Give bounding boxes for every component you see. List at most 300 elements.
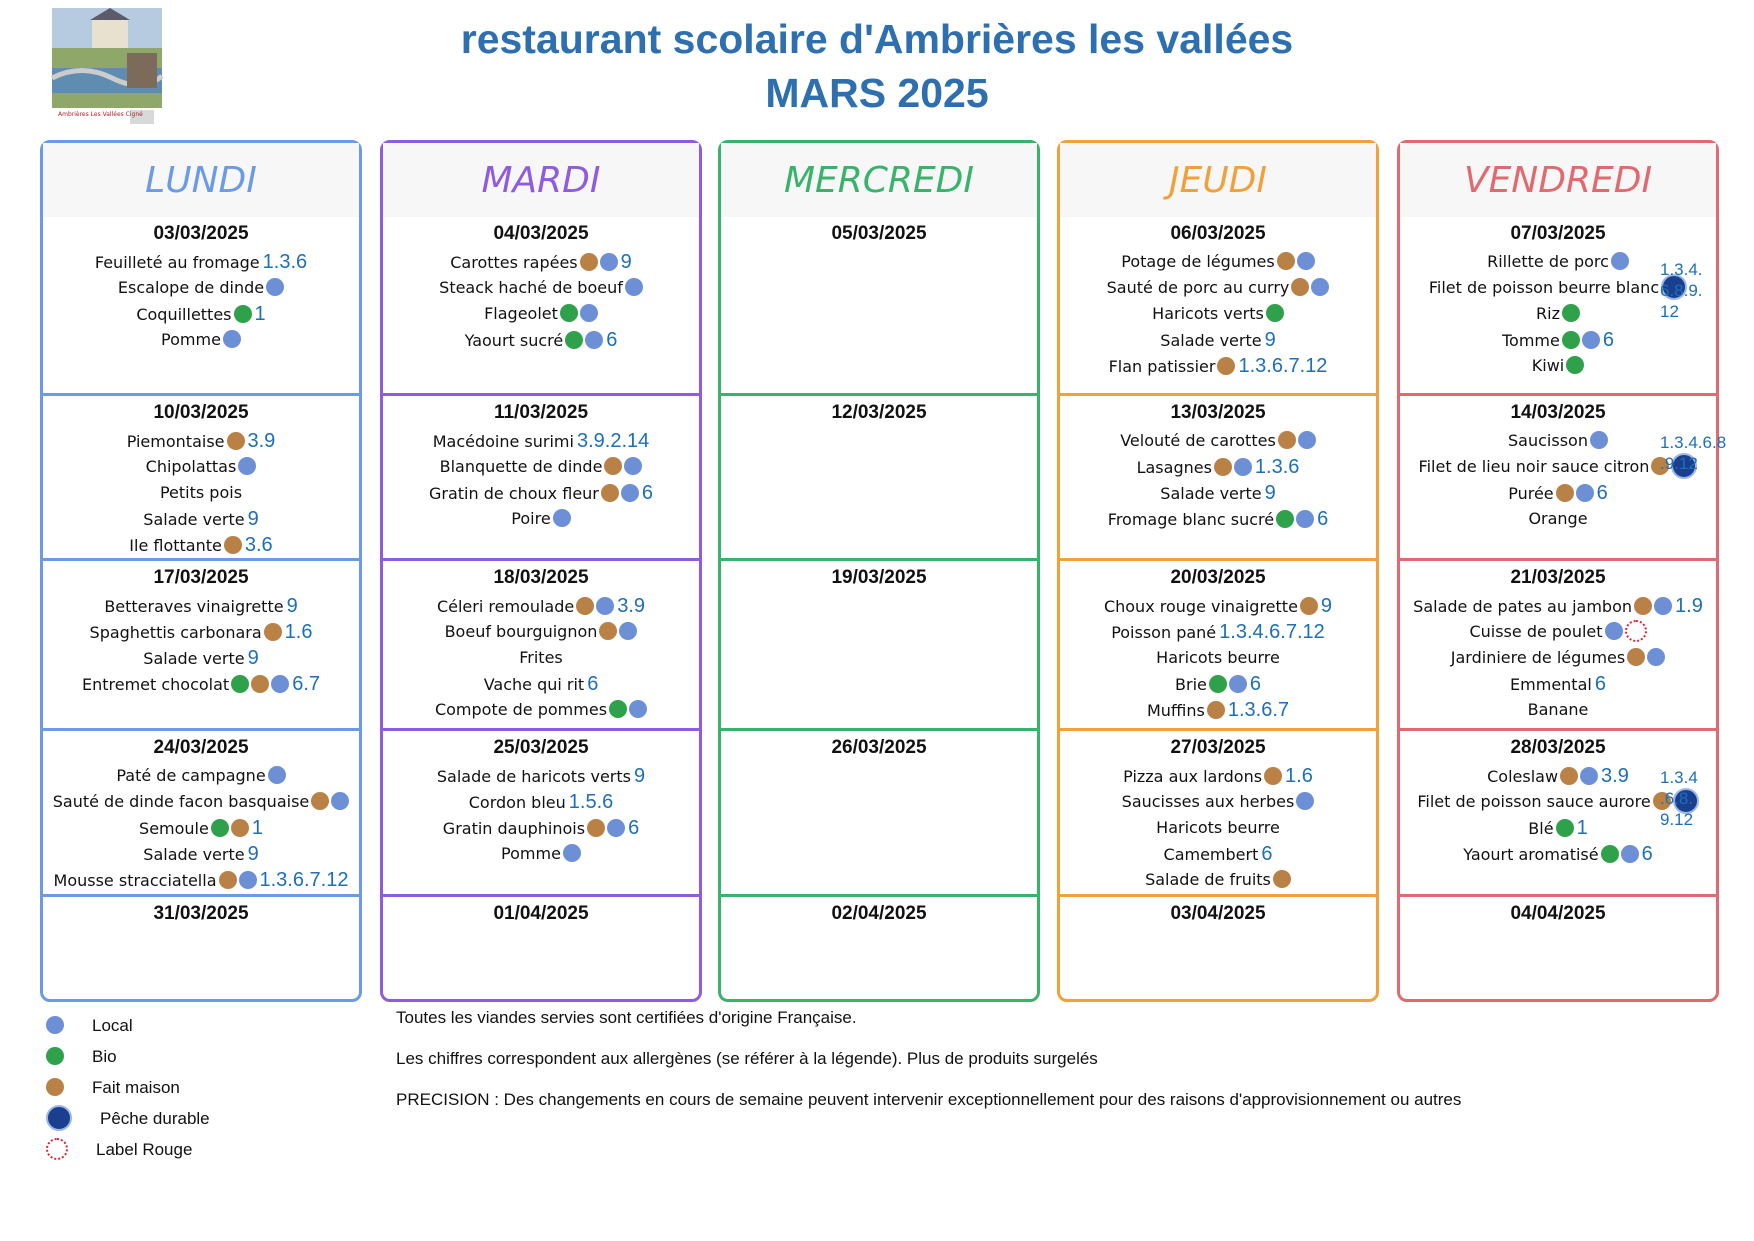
dish-name: Ile flottante xyxy=(129,536,222,555)
maison-label-icon xyxy=(231,819,249,837)
legend-item-local xyxy=(44,1010,210,1041)
local-label-icon xyxy=(1296,510,1314,528)
bio-label-icon xyxy=(1556,819,1574,837)
menu-date: 05/03/2025 xyxy=(831,223,927,244)
menu-date: 25/03/2025 xyxy=(493,737,589,758)
local-label-icon xyxy=(1297,252,1315,270)
dish-name: Salade verte xyxy=(1160,484,1262,503)
local-label-icon xyxy=(1580,767,1598,785)
day-column-mardi xyxy=(380,140,702,1002)
peche-label-icon xyxy=(46,1105,72,1131)
allergen-codes: 1.6 xyxy=(1285,765,1313,787)
maison-label-icon xyxy=(1291,278,1309,296)
dish-item xyxy=(43,480,359,506)
maison-label-icon xyxy=(219,871,237,889)
dish-name: Cordon bleu xyxy=(468,793,566,812)
dish-item xyxy=(1060,867,1376,893)
allergen-codes: 6 xyxy=(641,482,653,504)
dish-name: Banane xyxy=(1527,700,1589,719)
menu-date: 19/03/2025 xyxy=(831,567,927,588)
local-label-icon xyxy=(1611,252,1629,270)
day-column-mercredi xyxy=(718,140,1040,1002)
local-label-icon xyxy=(46,1016,64,1034)
local-label-icon xyxy=(563,844,581,862)
menu-date: 18/03/2025 xyxy=(493,567,589,588)
maison-label-icon xyxy=(1634,597,1652,615)
allergen-codes: 6 xyxy=(628,817,640,839)
maison-label-icon xyxy=(1277,252,1295,270)
week-cell xyxy=(1400,223,1716,393)
local-label-icon xyxy=(1621,845,1639,863)
day-header: MERCREDI xyxy=(721,143,1037,217)
bio-label-icon xyxy=(1601,845,1619,863)
local-label-icon xyxy=(1654,597,1672,615)
dish-name: Chipolattas xyxy=(145,457,237,476)
dish-item xyxy=(1060,275,1376,301)
dish-name: Salade de fruits xyxy=(1145,870,1271,889)
week-cell xyxy=(1060,223,1376,393)
dish-name: Blé xyxy=(1528,819,1554,838)
dish-item xyxy=(383,275,699,301)
dish-name: Potage de légumes xyxy=(1121,252,1275,271)
dish-name: Poire xyxy=(511,509,551,528)
legend-item-maison xyxy=(44,1072,210,1103)
day-header: JEUDI xyxy=(1060,143,1376,217)
allergen-codes: 3.9.2.14 xyxy=(576,430,650,452)
dish-name: Rillette de porc xyxy=(1487,252,1609,271)
dish-name: Céleri remoulade xyxy=(436,597,575,616)
maison-label-icon xyxy=(264,623,282,641)
week-cell xyxy=(43,728,359,894)
maison-label-icon xyxy=(311,792,329,810)
allergen-codes: 9 xyxy=(247,647,259,669)
local-label-icon xyxy=(624,457,642,475)
allergen-codes-side: 1.3.4 .6.8. 9.12 xyxy=(1660,768,1698,829)
dish-item xyxy=(43,671,359,697)
dish-item xyxy=(1400,645,1716,671)
dish-name: Emmental xyxy=(1510,675,1592,694)
logo-caption: Ambrières Les Vallées Cigné xyxy=(58,111,143,118)
allergen-codes: 6 xyxy=(606,329,618,351)
menu-date: 14/03/2025 xyxy=(1510,402,1606,423)
dish-name: Coleslaw xyxy=(1487,767,1559,786)
legend-label: Local xyxy=(92,1016,133,1035)
maison-label-icon xyxy=(601,484,619,502)
dish-item xyxy=(383,428,699,454)
local-label-icon xyxy=(238,457,256,475)
dish-item xyxy=(1060,619,1376,645)
local-label-icon xyxy=(271,675,289,693)
dish-name: Gratin dauphinois xyxy=(442,819,586,838)
dish-item xyxy=(383,789,699,815)
dish-item xyxy=(1400,506,1716,532)
allergen-codes: 1 xyxy=(254,303,266,325)
menu-date: 21/03/2025 xyxy=(1510,567,1606,588)
dish-item xyxy=(383,327,699,353)
dish-name: Poisson pané xyxy=(1111,623,1217,642)
dish-name: Saucisson xyxy=(1508,431,1588,450)
dish-name: Mousse stracciatella xyxy=(53,871,217,890)
note-allergens: Les chiffres correspondent aux allergènes (se référer à la légende). Plus de produits surgelés xyxy=(396,1049,1098,1068)
local-label-icon xyxy=(1311,278,1329,296)
week-cell xyxy=(721,894,1037,1008)
week-cell xyxy=(1060,558,1376,728)
local-label-icon xyxy=(1576,484,1594,502)
dish-name: Haricots beurre xyxy=(1156,818,1280,837)
menu-date: 20/03/2025 xyxy=(1170,567,1266,588)
dish-item xyxy=(1060,815,1376,841)
dish-name: Salade de haricots verts xyxy=(436,767,631,786)
dish-item xyxy=(1060,593,1376,619)
menu-date: 17/03/2025 xyxy=(153,567,249,588)
dish-item xyxy=(43,301,359,327)
allergen-codes: 6 xyxy=(1641,843,1653,865)
bio-label-icon xyxy=(1209,675,1227,693)
dish-name: Choux rouge vinaigrette xyxy=(1103,597,1298,616)
legend-item-rouge xyxy=(44,1134,210,1165)
dish-item xyxy=(43,593,359,619)
week-cell xyxy=(43,894,359,1008)
allergen-codes: 1.3.4.6.7.12 xyxy=(1219,621,1325,643)
dish-name: Kiwi xyxy=(1531,356,1565,375)
maison-label-icon xyxy=(46,1078,64,1096)
bio-label-icon xyxy=(234,305,252,323)
maison-label-icon xyxy=(576,597,594,615)
local-label-icon xyxy=(621,484,639,502)
maison-label-icon xyxy=(227,432,245,450)
menu-date: 04/04/2025 xyxy=(1510,903,1606,924)
dish-item xyxy=(383,841,699,867)
dish-item xyxy=(383,454,699,480)
dish-name: Boeuf bourguignon xyxy=(444,622,598,641)
maison-label-icon xyxy=(1556,484,1574,502)
dish-item xyxy=(1060,249,1376,275)
legend-item-bio xyxy=(44,1041,210,1072)
dish-item xyxy=(43,645,359,671)
day-header: MARDI xyxy=(383,143,699,217)
dish-item xyxy=(1400,480,1716,506)
rouge-label-icon xyxy=(46,1138,68,1160)
maison-label-icon xyxy=(1278,431,1296,449)
dish-name: Flan patissier xyxy=(1108,357,1216,376)
allergen-codes: 6 xyxy=(1602,329,1614,351)
dish-name: Pomme xyxy=(161,330,221,349)
allergen-codes: 9 xyxy=(1264,329,1276,351)
dish-item xyxy=(1400,593,1716,619)
menu-date: 24/03/2025 xyxy=(153,737,249,758)
dish-item xyxy=(1060,428,1376,454)
local-label-icon xyxy=(266,278,284,296)
dish-name: Lasagnes xyxy=(1136,458,1212,477)
dish-name: Flageolet xyxy=(484,304,558,323)
allergen-codes: 6 xyxy=(1594,673,1606,695)
dish-item xyxy=(1400,697,1716,723)
legend-label: Label Rouge xyxy=(96,1140,193,1159)
bio-label-icon xyxy=(231,675,249,693)
allergen-codes: 6 xyxy=(1249,673,1261,695)
menu-date: 11/03/2025 xyxy=(493,402,589,423)
dish-item xyxy=(1060,327,1376,353)
legend-label: Fait maison xyxy=(92,1078,180,1097)
dish-name: Orange xyxy=(1528,509,1588,528)
week-cell xyxy=(383,558,699,728)
maison-label-icon xyxy=(1300,597,1318,615)
menu-date: 27/03/2025 xyxy=(1170,737,1266,758)
dish-name: Brie xyxy=(1175,675,1207,694)
dish-item xyxy=(1060,841,1376,867)
dish-item xyxy=(1060,506,1376,532)
week-cell xyxy=(383,223,699,393)
bio-label-icon xyxy=(211,819,229,837)
dish-name: Compote de pommes xyxy=(434,700,608,719)
dish-item xyxy=(1400,619,1716,645)
dish-name: Haricots verts xyxy=(1152,304,1264,323)
dish-name: Frites xyxy=(519,648,563,667)
bio-label-icon xyxy=(565,331,583,349)
menu-date: 02/04/2025 xyxy=(831,903,927,924)
dish-name: Tomme xyxy=(1502,331,1560,350)
local-label-icon xyxy=(1229,675,1247,693)
allergen-codes: 9 xyxy=(634,765,646,787)
dish-item xyxy=(383,671,699,697)
allergen-codes: 1 xyxy=(251,817,263,839)
local-label-icon xyxy=(1298,431,1316,449)
local-label-icon xyxy=(331,792,349,810)
week-cell xyxy=(1400,558,1716,728)
local-label-icon xyxy=(600,253,618,271)
menu-date: 06/03/2025 xyxy=(1170,223,1266,244)
bio-label-icon xyxy=(560,304,578,322)
week-cell xyxy=(43,393,359,558)
maison-label-icon xyxy=(1264,767,1282,785)
maison-label-icon xyxy=(604,457,622,475)
note-origin: Toutes les viandes servies sont certifiées d'origine Française. xyxy=(396,1008,857,1027)
dish-item xyxy=(43,249,359,275)
local-label-icon xyxy=(607,819,625,837)
allergen-codes: 6.7 xyxy=(292,673,321,695)
dish-item xyxy=(383,593,699,619)
legend xyxy=(44,1010,210,1165)
allergen-codes: 1 xyxy=(1576,817,1588,839)
dish-name: Vache qui rit xyxy=(483,675,585,694)
local-label-icon xyxy=(585,331,603,349)
week-cell xyxy=(1400,393,1727,558)
dish-name: Macédoine surimi xyxy=(432,432,574,451)
legend-item-peche xyxy=(44,1103,210,1134)
local-label-icon xyxy=(1647,648,1665,666)
dish-name: Fromage blanc sucré xyxy=(1107,510,1275,529)
local-label-icon xyxy=(1590,431,1608,449)
dish-item xyxy=(383,506,699,532)
dish-item xyxy=(43,789,359,815)
allergen-codes-side: 1.3.4. 6.8.9. 12 xyxy=(1660,260,1703,321)
maison-label-icon xyxy=(599,622,617,640)
maison-label-icon xyxy=(1627,648,1645,666)
bio-label-icon xyxy=(1562,304,1580,322)
dish-name: Pomme xyxy=(501,844,561,863)
maison-label-icon xyxy=(251,675,269,693)
dish-item xyxy=(43,506,359,532)
allergen-codes: 9 xyxy=(286,595,298,617)
week-cell xyxy=(721,728,1037,894)
dish-item xyxy=(383,301,699,327)
week-cell xyxy=(383,728,699,894)
maison-label-icon xyxy=(224,536,242,554)
bio-label-icon xyxy=(1266,304,1284,322)
maison-label-icon xyxy=(1560,767,1578,785)
week-cell xyxy=(43,223,359,393)
dish-name: Haricots beurre xyxy=(1156,648,1280,667)
dish-name: Jardiniere de légumes xyxy=(1450,648,1626,667)
week-cell xyxy=(1060,393,1376,558)
dish-item xyxy=(383,619,699,645)
dish-name: Betteraves vinaigrette xyxy=(104,597,284,616)
local-label-icon xyxy=(553,509,571,527)
allergen-codes: 1.3.6.7.12 xyxy=(259,869,349,891)
bio-label-icon xyxy=(46,1047,64,1065)
allergen-codes-side: 1.3.4.6.8 .9.12 xyxy=(1660,433,1727,473)
menu-date: 03/03/2025 xyxy=(153,223,249,244)
week-cell xyxy=(1060,894,1376,1008)
maison-label-icon xyxy=(580,253,598,271)
dish-item xyxy=(1400,353,1716,379)
menu-date: 10/03/2025 xyxy=(153,402,249,423)
week-cell xyxy=(721,558,1037,728)
dish-name: Entremet chocolat xyxy=(81,675,230,694)
maison-label-icon xyxy=(1273,870,1291,888)
dish-item xyxy=(43,815,359,841)
dish-name: Semoule xyxy=(139,819,209,838)
dish-name: Camembert xyxy=(1163,845,1259,864)
dish-name: Salade verte xyxy=(143,649,245,668)
week-cell xyxy=(43,558,359,728)
dish-name: Carottes rapées xyxy=(450,253,578,272)
bio-label-icon xyxy=(1562,331,1580,349)
legend-label: Pêche durable xyxy=(100,1109,210,1128)
dish-item xyxy=(1060,671,1376,697)
dish-item xyxy=(43,275,359,301)
dish-name: Saucisses aux herbes xyxy=(1121,792,1295,811)
allergen-codes: 1.3.6 xyxy=(1254,456,1300,478)
allergen-codes: 6 xyxy=(1317,508,1329,530)
dish-name: Yaourt aromatisé xyxy=(1463,845,1599,864)
dish-item xyxy=(383,815,699,841)
dish-item xyxy=(1400,327,1716,353)
dish-name: Purée xyxy=(1508,484,1554,503)
local-label-icon xyxy=(1582,331,1600,349)
menu-date: 01/04/2025 xyxy=(493,903,589,924)
day-column-vendredi xyxy=(1397,140,1727,1002)
local-label-icon xyxy=(1296,792,1314,810)
allergen-codes: 9 xyxy=(1264,482,1276,504)
allergen-codes: 6 xyxy=(1261,843,1273,865)
dish-name: Sauté de porc au curry xyxy=(1106,278,1290,297)
allergen-codes: 1.9 xyxy=(1675,595,1703,617)
allergen-codes: 9 xyxy=(1320,595,1333,617)
dish-item xyxy=(43,841,359,867)
week-cell xyxy=(1400,894,1716,1008)
dish-name: Paté de campagne xyxy=(116,766,266,785)
bio-label-icon xyxy=(1276,510,1294,528)
allergen-codes: 1.5.6 xyxy=(568,791,614,813)
notes xyxy=(396,1008,1461,1131)
week-cell xyxy=(721,393,1037,558)
dish-item xyxy=(383,249,699,275)
menu-date: 03/04/2025 xyxy=(1170,903,1266,924)
maison-label-icon xyxy=(587,819,605,837)
allergen-codes: 3.9 xyxy=(1601,765,1629,787)
local-label-icon xyxy=(629,700,647,718)
dish-item xyxy=(43,763,359,789)
dish-item xyxy=(1400,671,1716,697)
dish-name: Filet de lieu noir sauce citron xyxy=(1418,457,1650,476)
dish-item xyxy=(43,867,359,893)
allergen-codes: 9 xyxy=(247,843,259,865)
week-cell xyxy=(383,894,699,1008)
dish-name: Cuisse de poulet xyxy=(1469,622,1603,641)
dish-name: Velouté de carottes xyxy=(1120,431,1276,450)
allergen-codes: 3.6 xyxy=(244,534,273,556)
day-header: LUNDI xyxy=(43,143,359,217)
bio-label-icon xyxy=(1566,356,1584,374)
dish-item xyxy=(43,428,359,454)
page-title: restaurant scolaire d'Ambrières les vallées xyxy=(460,16,1294,62)
page-subtitle: MARS 2025 xyxy=(765,70,989,116)
dish-item xyxy=(383,480,699,506)
dish-name: Riz xyxy=(1536,304,1560,323)
day-column-lundi xyxy=(40,140,362,1002)
dish-name: Salade de pates au jambon xyxy=(1413,597,1633,616)
week-cell xyxy=(1400,728,1716,894)
dish-name: Pizza aux lardons xyxy=(1123,767,1263,786)
menu-date: 07/03/2025 xyxy=(1510,223,1606,244)
allergen-codes: 1.3.6.7 xyxy=(1227,699,1290,721)
dish-name: Gratin de choux fleur xyxy=(429,484,599,503)
local-label-icon xyxy=(625,278,643,296)
dish-item xyxy=(43,532,359,558)
maison-label-icon xyxy=(1217,357,1235,375)
allergen-codes: 9 xyxy=(247,508,259,530)
rouge-label-icon xyxy=(1625,620,1647,642)
dish-item xyxy=(43,619,359,645)
dish-item xyxy=(1060,697,1376,723)
allergen-codes: 3.9 xyxy=(617,595,646,617)
allergen-codes: 1.6 xyxy=(284,621,313,643)
local-label-icon xyxy=(1234,458,1252,476)
menu-date: 28/03/2025 xyxy=(1510,737,1606,758)
local-label-icon xyxy=(239,871,257,889)
dish-name: Spaghettis carbonara xyxy=(89,623,262,642)
dish-name: Yaourt sucré xyxy=(464,331,564,350)
day-column-jeudi xyxy=(1057,140,1379,1002)
dish-item xyxy=(1060,645,1376,671)
local-label-icon xyxy=(1605,622,1623,640)
dish-name: Salade verte xyxy=(143,845,245,864)
dish-name: Filet de poisson beurre blanc xyxy=(1428,278,1660,297)
dish-item xyxy=(1060,480,1376,506)
allergen-codes: 9 xyxy=(620,251,632,273)
dish-item xyxy=(1400,841,1716,867)
local-label-icon xyxy=(596,597,614,615)
allergen-codes: 1.3.6 xyxy=(262,251,308,273)
dish-item xyxy=(383,763,699,789)
dish-item xyxy=(1060,454,1376,480)
menu-date: 04/03/2025 xyxy=(493,223,589,244)
maison-label-icon xyxy=(1214,458,1232,476)
legend-label: Bio xyxy=(92,1047,117,1066)
dish-name: Muffins xyxy=(1146,701,1205,720)
note-precision: PRECISION : Des changements en cours de semaine peuvent intervenir exceptionnellement pour des raisons d'approvisionnement ou autres xyxy=(396,1090,1462,1109)
